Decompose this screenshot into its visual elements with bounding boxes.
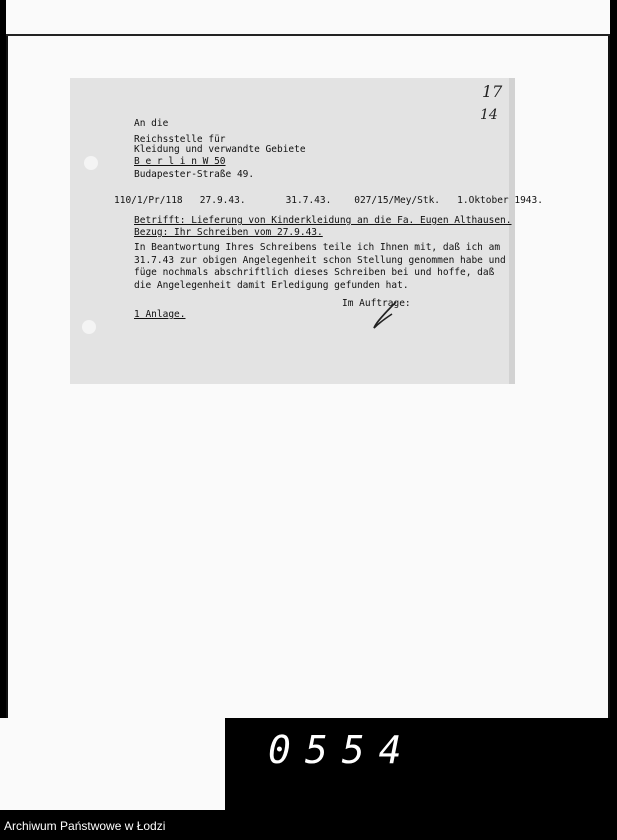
film-strip-clear-area [0, 718, 225, 810]
archive-footer [0, 810, 617, 840]
handwritten-mark: 17 [482, 82, 503, 101]
punch-hole-top [84, 156, 98, 170]
frame-counter: 0554 [268, 728, 416, 772]
recipient-line-3: Kleidung und verwandte Gebiete [134, 144, 306, 155]
recipient-city: B e r l i n W 50 [134, 156, 226, 167]
sheet-right-edge [608, 36, 610, 808]
document-shadow [509, 78, 515, 384]
signature-stroke [366, 300, 406, 330]
handwritten-folio: 14 [480, 107, 498, 123]
reference-line: 110/1/Pr/118 27.9.43. 31.7.43. 027/15/Mey/Stk. 1.Oktober 1943. [114, 195, 543, 206]
recipient-line-1: An die [134, 118, 169, 129]
closing-line: Im Auftrage: [342, 298, 411, 309]
punch-hole-bottom [82, 320, 96, 334]
enclosure-line: 1 Anlage. [134, 309, 186, 320]
letter-document [70, 78, 543, 384]
subject-line: Betrifft: Lieferung von Kinderkleidung an die Fa. Eugen Althausen. [134, 215, 512, 226]
recipient-street: Budapester-Straße 49. [134, 169, 255, 180]
letter-body: In Beantwortung Ihres Schreibens teile ich Ihnen mit, daß ich am 31.7.43 zur obigen Angelegenheit schon Stellung genommen habe und füge nochmals abschriftlich dieses Schreiben bei und hoffe, daß die Angelegenheit damit Erledigung gefunden hat. [134, 242, 506, 291]
recipient-line-2: Reichsstelle für [134, 134, 226, 145]
sheet-left-edge [6, 36, 8, 808]
sheet-top-edge [6, 34, 610, 36]
regarding-line: Bezug: Ihr Schreiben vom 27.9.43. [134, 227, 323, 238]
archive-label: Archiwum Państwowe w Łodzi [4, 819, 166, 833]
